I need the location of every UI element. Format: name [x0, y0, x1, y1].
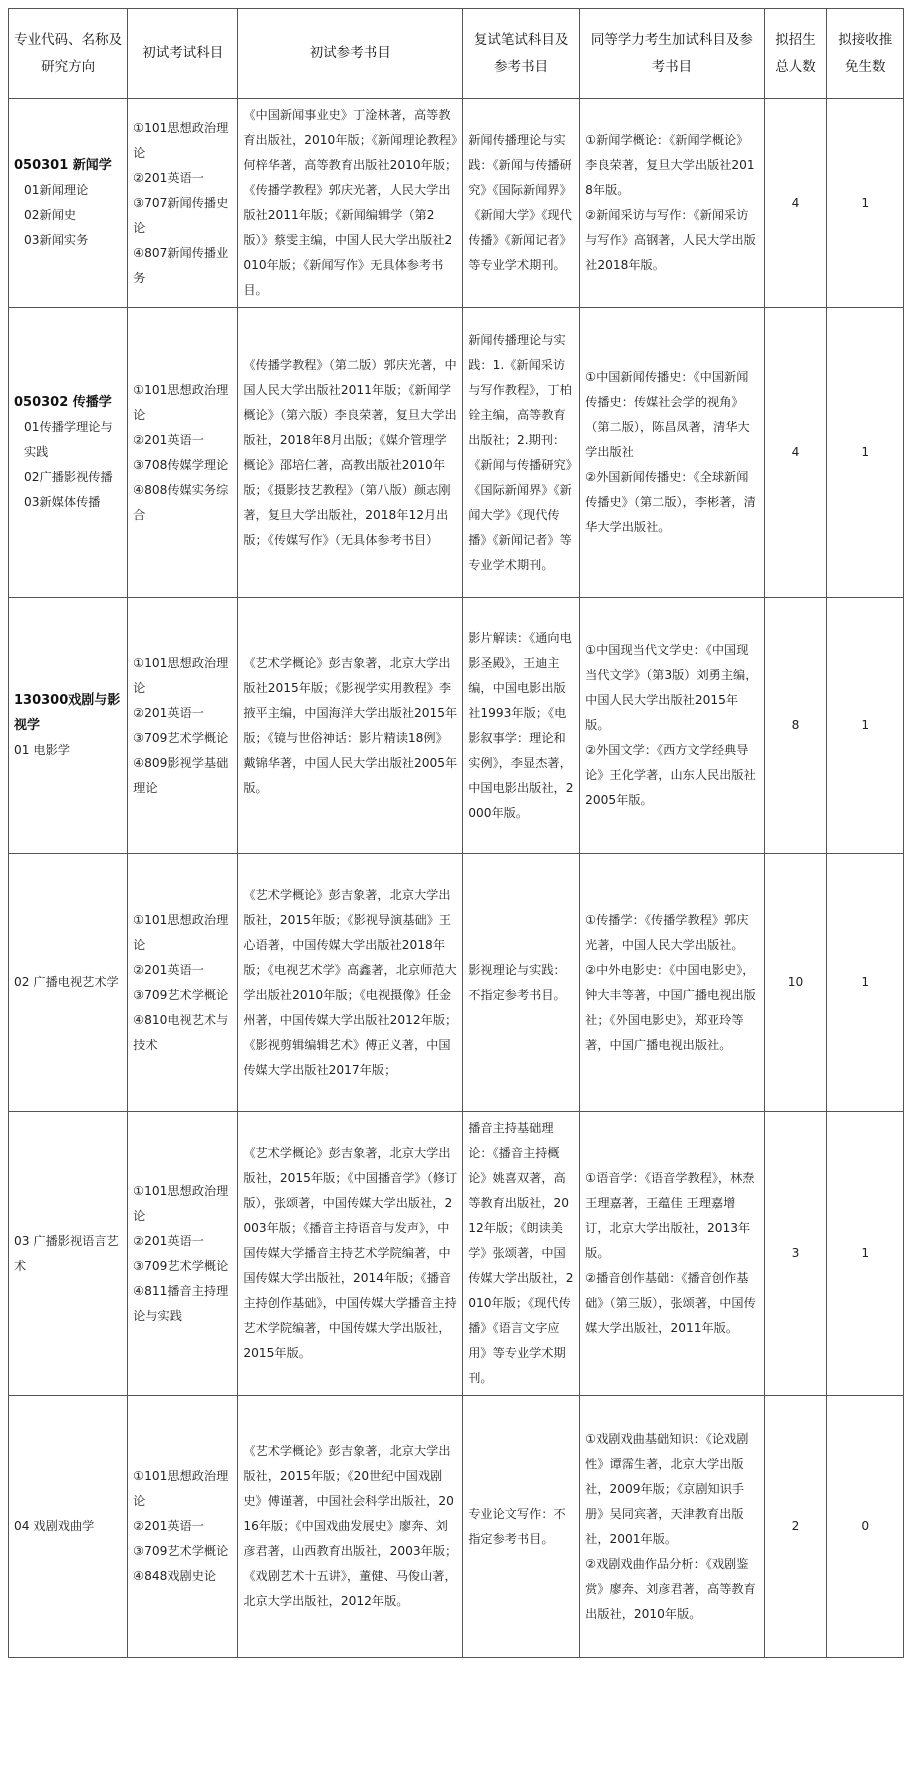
retest-cell: 新闻传播理论与实践：《新闻与传播研究》《国际新闻界》《新闻大学》《现代传播》《新闻记者》等专业学术期刊。: [463, 99, 580, 308]
subjects-cell: [128, 1396, 238, 1658]
subject-item: ④807新闻传播业务: [133, 245, 229, 285]
header-initial-books: 初试参考书目: [238, 9, 463, 99]
subject-item: ③707新闻传播史论: [133, 195, 229, 235]
subject-item: ②201英语一: [133, 962, 204, 977]
major-cell: [9, 598, 128, 854]
major-title: 050301 新闻学: [14, 158, 112, 173]
direction-item: 01传播学理论与实践: [24, 420, 113, 459]
direction-item: 03新媒体传播: [24, 495, 101, 509]
subject-item: ②201英语一: [133, 170, 204, 185]
exempt-cell: 1: [827, 854, 904, 1112]
direction-item: 01 电影学: [14, 743, 70, 757]
quota-cell: 2: [764, 1396, 827, 1658]
equivalent-item: ②外国文学：《西方文学经典导论》王化学著，山东人民出版社2005年版。: [585, 743, 756, 807]
equivalent-item: ①中国现当代文学史：《中国现当代文学》（第3版）刘勇主编，中国人民大学出版社2015年版。: [585, 643, 758, 732]
subject-item: ①101思想政治理论: [133, 1183, 229, 1223]
retest-cell: 专业论文写作：不指定参考书目。: [463, 1396, 580, 1658]
major-title: 130300戏剧与影视学: [14, 693, 121, 733]
books-cell: 《艺术学概论》彭吉象著，北京大学出版社，2015年版；《影视导演基础》王心语著，中国传媒大学出版社2018年版；《电视艺术学》高鑫著，北京师范大学出版社2010年版；《电视摄像》任金州著，中国传媒大学出版社2012年版；《影视剪辑编辑艺术》傅正义著，中国传媒大学出版社2017年版；: [238, 854, 463, 1112]
direction-item: 01新闻理论: [24, 183, 89, 197]
equivalent-item: ①新闻学概论：《新闻学概论》李良荣著，复旦大学出版社2018年版。: [585, 133, 755, 197]
direction-item: 02 广播电视艺术学: [14, 975, 119, 989]
subject-item: ③709艺术学概论: [133, 987, 229, 1002]
major-cell: [9, 1396, 128, 1658]
equivalent-item: ②播音创作基础：《播音创作基础》（第三版），张颂著，中国传媒大学出版社，2011年版。: [585, 1271, 756, 1335]
subject-item: ②201英语一: [133, 432, 204, 447]
header-major: 专业代码、名称及研究方向: [9, 9, 128, 99]
exempt-cell: 1: [827, 308, 904, 598]
subject-item: ④809影视学基础理论: [133, 755, 229, 795]
header-retest: 复试笔试科目及参考书目: [463, 9, 580, 99]
books-cell: 《传播学教程》（第二版）郭庆光著，中国人民大学出版社2011年版；《新闻学概论》（第六版）李良荣著，复旦大学出版社，2018年8月出版；《媒介管理学概论》邵培仁著，高教出版社2010年版；《摄影技艺教程》（第八版）颜志刚著，复旦大学出版社，2018年12月出版；《传媒写作》（无具体参考书目）: [238, 308, 463, 598]
equivalent-item: ①中国新闻传播史：《中国新闻传播史：传媒社会学的视角》（第二版），陈昌凤著，清华大学出版社: [585, 370, 750, 459]
subject-item: ③709艺术学概论: [133, 1544, 229, 1558]
subject-item: ①101思想政治理论: [133, 382, 229, 422]
subject-item: ④808传媒实务综合: [133, 482, 229, 522]
direction-item: 04 戏剧戏曲学: [14, 1519, 95, 1533]
major-cell: [9, 308, 128, 598]
exempt-cell: 0: [827, 1396, 904, 1658]
header-row: [9, 9, 904, 99]
subjects-cell: [128, 99, 238, 308]
table-row: [9, 308, 904, 598]
books-cell: 《中国新闻事业史》丁淦林著，高等教育出版社，2010年版；《新闻理论教程》何梓华著，高等教育出版社2010年版；《传播学教程》郭庆光著，人民大学出版社2011年版；《新闻编辑学（第2版）》蔡雯主编，中国人民大学出版社2010年版；《新闻写作》无具体参考书目。: [238, 99, 463, 308]
header-initial-subjects: 初试考试科目: [128, 9, 238, 99]
subject-item: ①101思想政治理论: [133, 1469, 229, 1508]
subjects-cell: [128, 308, 238, 598]
equivalent-cell: [580, 1112, 764, 1396]
equivalent-cell: [580, 598, 764, 854]
direction-item: 02新闻史: [24, 208, 77, 222]
equivalent-item: ②新闻采访与写作：《新闻采访与写作》高钢著，人民大学出版社2018年版。: [585, 208, 756, 272]
header-quota: 拟招生总人数: [764, 9, 827, 99]
quota-cell: 8: [764, 598, 827, 854]
table-row: [9, 1112, 904, 1396]
table-row: [9, 854, 904, 1112]
major-title: 050302 传播学: [14, 395, 112, 410]
retest-cell: 影片解读：《通向电影圣殿》，王迪主编，中国电影出版社1993年版；《电影叙事学：理论和实例》，李显杰著，中国电影出版社，2000年版。: [463, 598, 580, 854]
quota-cell: 3: [764, 1112, 827, 1396]
quota-cell: 10: [764, 854, 827, 1112]
subject-item: ③708传媒学理论: [133, 457, 229, 472]
equivalent-item: ①语音学：《语音学教程》，林焘 王理嘉著，王蕴佳 王理嘉增订，北京大学出版社，2013年版。: [585, 1171, 755, 1260]
subject-item: ①101思想政治理论: [133, 912, 229, 952]
subject-item: ②201英语一: [133, 1233, 204, 1248]
admissions-table: [8, 8, 904, 1658]
subject-item: ③709艺术学概论: [133, 1258, 229, 1273]
subjects-cell: [128, 854, 238, 1112]
exempt-cell: 1: [827, 598, 904, 854]
quota-cell: 4: [764, 308, 827, 598]
equivalent-cell: [580, 308, 764, 598]
subject-item: ①101思想政治理论: [133, 655, 229, 695]
equivalent-item: ①传播学：《传播学教程》郭庆光著，中国人民大学出版社。: [585, 912, 749, 952]
equivalent-item: ①戏剧戏曲基础知识：《论戏剧性》谭霈生著，北京大学出版社，2009年版；《京剧知识手册》吴同宾著，天津教育出版社，2001年版。: [585, 1431, 749, 1546]
major-cell: [9, 1112, 128, 1396]
subjects-cell: [128, 598, 238, 854]
header-equivalent: 同等学力考生加试科目及参考书目: [580, 9, 764, 99]
subject-item: ②201英语一: [133, 705, 204, 720]
header-exempt: 拟接收推免生数: [827, 9, 904, 99]
retest-cell: 播音主持基础理论：《播音主持概论》姚喜双著，高等教育出版社，2012年版；《朗读美学》张颂著，中国传媒大学出版社，2010年版；《现代传播》《语言文字应用》等专业学术期刊。: [463, 1112, 580, 1396]
retest-cell: 新闻传播理论与实践：1.《新闻采访与写作教程》，丁柏铨主编，高等教育出版社；2.期刊：《新闻与传播研究》《国际新闻界》《新闻大学》《现代传播》《新闻记者》等专业学术期刊。: [463, 308, 580, 598]
equivalent-item: ②戏剧戏曲作品分析：《戏剧鉴赏》廖奔、刘彦君著，高等教育出版社，2010年版。: [585, 1556, 756, 1621]
subject-item: ①101思想政治理论: [133, 120, 229, 160]
subject-item: ④811播音主持理论与实践: [133, 1283, 229, 1323]
direction-item: 03新闻实务: [24, 233, 89, 247]
table-row: [9, 99, 904, 308]
quota-cell: 4: [764, 99, 827, 308]
subjects-cell: [128, 1112, 238, 1396]
table-row: [9, 1396, 904, 1658]
major-cell: [9, 99, 128, 308]
equivalent-cell: [580, 1396, 764, 1658]
direction-item: 02广播影视传播: [24, 470, 113, 484]
subject-item: ④810电视艺术与技术: [133, 1012, 229, 1052]
subject-item: ④848戏剧史论: [133, 1569, 217, 1583]
major-cell: [9, 854, 128, 1112]
books-cell: 《艺术学概论》彭吉象著，北京大学出版社，2015年版；《20世纪中国戏剧史》傅谨著，中国社会科学出版社，2016年版；《中国戏曲发展史》廖奔、刘彦君著，山西教育出版社，2003年版；《戏剧艺术十五讲》，董健、马俊山著，北京大学出版社，2012年版。: [238, 1396, 463, 1658]
exempt-cell: 1: [827, 1112, 904, 1396]
direction-item: 03 广播影视语言艺术: [14, 1233, 119, 1273]
exempt-cell: 1: [827, 99, 904, 308]
equivalent-item: ②外国新闻传播史：《全球新闻传播史》（第二版），李彬著，清华大学出版社。: [585, 470, 756, 534]
equivalent-item: ②中外电影史：《中国电影史》，钟大丰等著，中国广播电视出版社；《外国电影史》，郑亚玲等著，中国广播电视出版社。: [585, 962, 756, 1052]
subject-item: ②201英语一: [133, 1519, 204, 1533]
retest-cell: 影视理论与实践：不指定参考书目。: [463, 854, 580, 1112]
equivalent-cell: [580, 854, 764, 1112]
subject-item: ③709艺术学概论: [133, 730, 229, 745]
table-row: [9, 598, 904, 854]
books-cell: 《艺术学概论》彭吉象著，北京大学出版社2015年版；《影视学实用教程》李掖平主编，中国海洋大学出版社2015年版；《镜与世俗神话：影片精读18例》戴锦华著，中国人民大学出版社2005年版。: [238, 598, 463, 854]
books-cell: 《艺术学概论》彭吉象著，北京大学出版社，2015年版；《中国播音学》（修订版），张颂著，中国传媒大学出版社，2003年版；《播音主持语音与发声》，中国传媒大学播音主持艺术学院编著，中国传媒大学出版社，2014年版；《播音主持创作基础》，中国传媒大学播音主持艺术学院编著，中国传媒大学出版社，2015年版。: [238, 1112, 463, 1396]
equivalent-cell: [580, 99, 764, 308]
